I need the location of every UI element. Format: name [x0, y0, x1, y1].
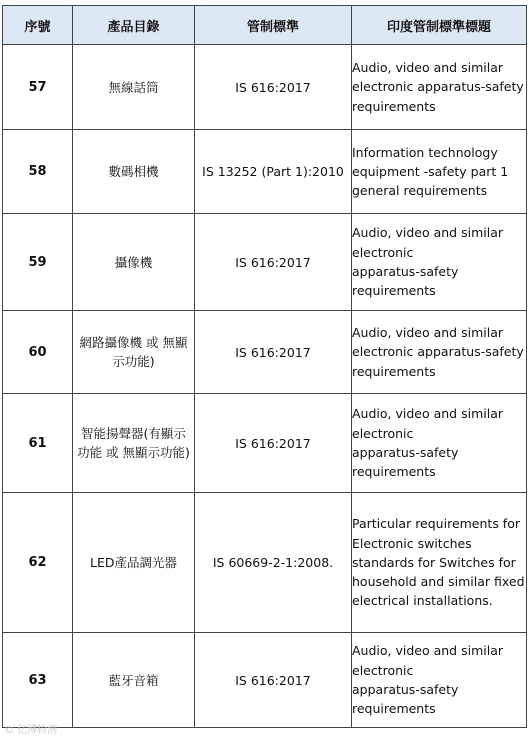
control-standard-cell: IS 616:2017	[195, 45, 352, 130]
watermark: © 亿博检测	[4, 725, 58, 736]
standard-title-cell	[352, 45, 527, 130]
product-category-line: 數碼相機	[108, 164, 159, 179]
table-row	[3, 130, 527, 214]
standard-title-cell	[352, 311, 527, 394]
control-standard-cell: IS 616:2017	[195, 311, 352, 394]
standard-title-line: Audio, video and similar	[352, 225, 503, 241]
standard-title-line: Electronic switches	[352, 535, 472, 551]
product-category-cell	[73, 214, 195, 311]
standard-title-line: requirements	[352, 283, 436, 299]
standard-title-line: apparatus-safety	[352, 445, 459, 460]
standard-title-line: electrical installations.	[352, 593, 493, 609]
table-row	[3, 45, 527, 130]
serial-number-cell: 61	[3, 394, 73, 493]
standard-title-cell	[352, 633, 527, 728]
control-standard-cell: IS 60669-2-1:2008.	[195, 493, 352, 633]
standard-title-line: household and similar fixed	[352, 574, 525, 590]
table-row	[3, 633, 527, 728]
header-serial-no: 序號	[3, 6, 73, 45]
product-category-cell	[73, 493, 195, 633]
serial-number-cell: 59	[3, 214, 73, 311]
serial-number-cell: 60	[3, 311, 73, 394]
serial-number-cell: 62	[3, 493, 73, 633]
standard-title-cell	[352, 130, 527, 214]
standard-title-line: requirements	[352, 464, 436, 480]
product-category-line: 功能 或 無顯示功能)	[77, 445, 190, 460]
header-control-standard: 管制標準	[195, 6, 352, 45]
standard-title-line: electronic	[352, 662, 414, 678]
standard-title-line: Audio, video and similar	[352, 406, 503, 422]
product-category-line: 網路攝像機 或 無顯	[79, 335, 188, 350]
serial-number-cell: 57	[3, 45, 73, 130]
standard-title-line: electronic apparatus-safety	[352, 79, 524, 95]
standard-title-line: Information technology	[352, 144, 498, 160]
serial-number-cell: 63	[3, 633, 73, 728]
standard-title-line: standards for Switches for	[352, 554, 516, 570]
table-row	[3, 394, 527, 493]
product-category-cell	[73, 633, 195, 728]
standard-title-line: requirements	[352, 98, 436, 114]
control-standard-cell: IS 13252 (Part 1):2010	[195, 130, 352, 214]
standard-title-cell	[352, 394, 527, 493]
standard-title-cell	[352, 214, 527, 311]
product-category-cell	[73, 394, 195, 493]
standard-title-cell	[352, 493, 527, 633]
control-standard-cell: IS 616:2017	[195, 633, 352, 728]
table-row	[3, 214, 527, 311]
product-category-cell	[73, 130, 195, 214]
control-standard-cell: IS 616:2017	[195, 214, 352, 311]
standard-title-line: Particular requirements for	[352, 516, 520, 532]
table-row	[3, 493, 527, 633]
standard-title-line: electronic	[352, 244, 414, 260]
control-standard-cell: IS 616:2017	[195, 394, 352, 493]
product-category-cell	[73, 311, 195, 394]
standard-title-line: apparatus-safety	[352, 682, 459, 697]
product-category-line: LED產品調光器	[90, 555, 177, 570]
standard-title-line: electronic apparatus-safety	[352, 344, 524, 360]
product-category-cell	[73, 45, 195, 130]
standard-title-line: Audio, video and similar	[352, 325, 503, 341]
standard-title-line: Audio, video and similar	[352, 643, 503, 659]
product-category-line: 無線話筒	[108, 79, 159, 95]
standard-title-line: general requirements	[352, 183, 488, 199]
standard-title-line: Audio, video and similar	[352, 60, 503, 76]
standard-title-line: apparatus-safety	[352, 264, 459, 279]
table-row	[3, 311, 527, 394]
standard-title-line: electronic	[352, 425, 414, 441]
product-category-line: 藍牙音箱	[108, 672, 159, 688]
product-category-line: 攝像機	[114, 254, 153, 270]
standards-table	[2, 5, 527, 728]
header-product-category: 產品目錄	[73, 6, 195, 45]
standard-title-line: requirements	[352, 701, 436, 717]
product-category-line: 智能揚聲器(有顯示	[81, 426, 186, 441]
header-standard-title: 印度管制標準標題	[352, 6, 527, 45]
serial-number-cell: 58	[3, 130, 73, 214]
header-row	[3, 6, 527, 45]
product-category-line: 示功能)	[112, 354, 155, 369]
standard-title-line: requirements	[352, 363, 436, 379]
standard-title-line: equipment -safety part 1	[352, 163, 509, 179]
